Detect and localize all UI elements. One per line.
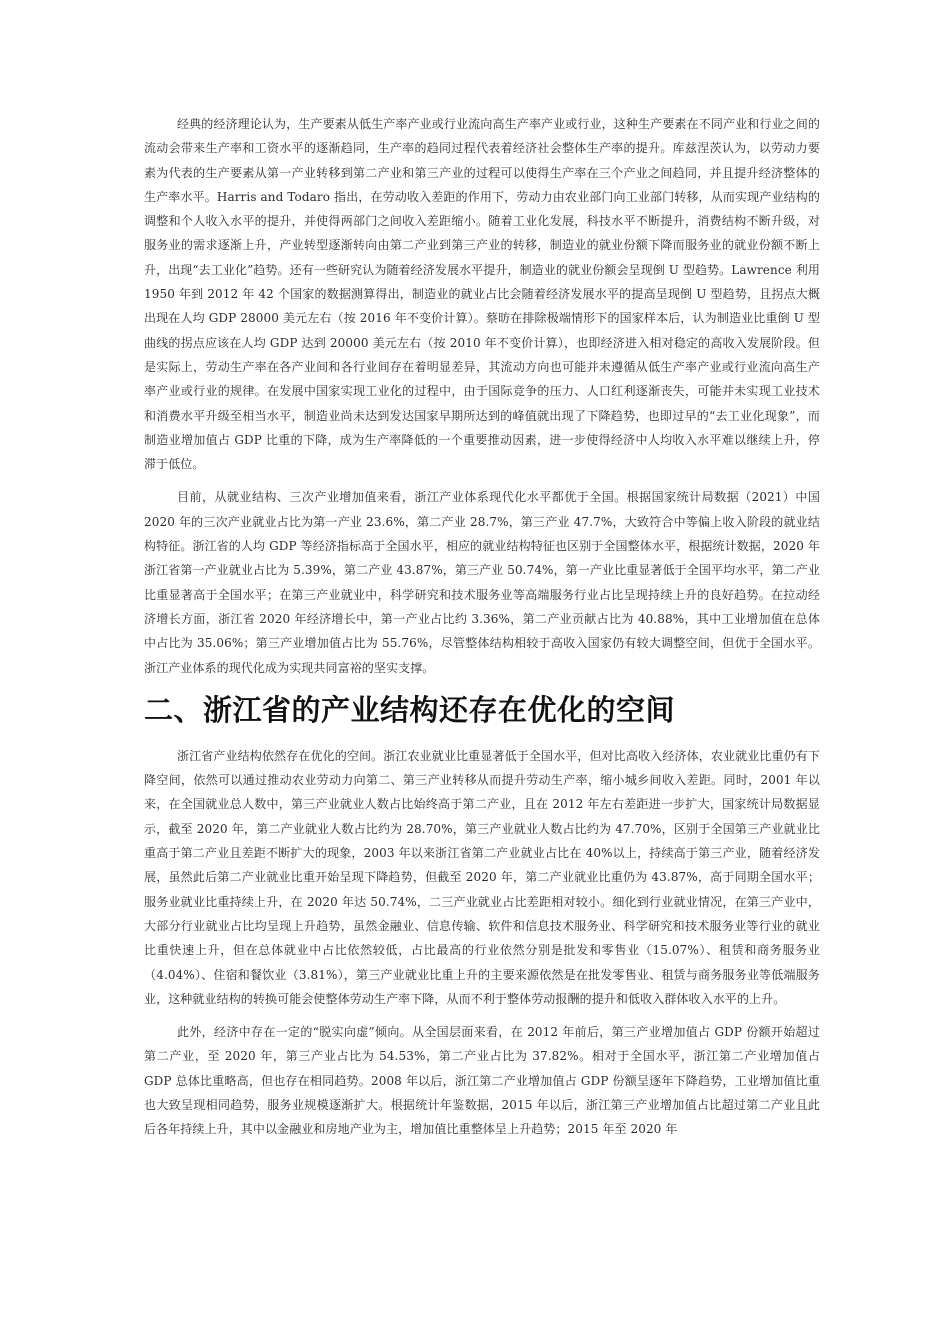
paragraph-virtual-economy: 此外，经济中存在一定的“脱实向虚”倾向。从全国层面来看，在 2012 年前后，第三产业增加值占 GDP 份额开始超过第二产业，至 2020 年，第三产业占比为 54.53%，第二产业占比为 37.82%。相对于全国水平，浙江第二产业增加值占 GDP 总体比重略高，但也存在相同趋势。2008 年以后，浙江第二产业增加值占 GDP 份额呈逐年下降趋势，工业增加值比重也大致呈现相同趋势，服务业规模逐渐扩大。根据统计年鉴数据，2015 年以后，浙江第三产业增加值占比超过第二产业且此后各年持续上升，其中以金融业和房地产业为主，增加值比重整体呈上升趋势；2015 年至 2020 年	[144, 1025, 820, 1137]
paragraph-optimization-space: 浙江省产业结构依然存在优化的空间。浙江农业就业比重显著低于全国水平，但对比高收入经济体，农业就业比重仍有下降空间，依然可以通过推动农业劳动力向第二、第三产业转移从而提升劳动生产率，缩小城乡间收入差距。同时，2001 年以来，在全国就业总人数中，第三产业就业人数占比始终高于第二产业，且在 2012 年左右差距进一步扩大，国家统计局数据显示，截至 2020 年，第二产业就业人数占比约为 28.70%，第三产业就业人数占比约为 47.70%，区别于全国第三产业就业比重高于第二产业且差距不断扩大的现象，2003 年以来浙江省第二产业就业占比在 40%以上，持续高于第三产业，随着经济发展，虽然此后第二产业就业比重开始呈现下降趋势，但截至 2020 年，第二产业就业比重仍为 43.87%，高于同期全国水平；服务业就业比重持续上升，在 2020 年达 50.74%，二三产业就业占比差距相对较小。细化到行业就业情况，在第三产业中，大部分行业就业占比均呈现上升趋势，虽然金融业、信息传输、软件和信息技术服务业、科学研究和技术服务业等行业的就业比重快速上升，但在总体就业中占比依然较低，占比最高的行业依然分别是批发和零售业（15.07%）、租赁和商务服务业（4.04%）、住宿和餐饮业（3.81%），第三产业就业比重上升的主要来源依然是在批发零售业、租赁与商务服务业等低端服务业，这种就业结构的转换可能会使整体劳动生产率下降，从而不利于整体劳动报酬的提升和低收入群体收入水平的上升。	[144, 748, 820, 1006]
document-page	[144, 112, 820, 1142]
paragraph-theory: 经典的经济理论认为，生产要素从低生产率产业或行业流向高生产率产业或行业，这种生产要素在不同产业和行业之间的流动会带来生产率和工资水平的逐渐趋同，生产率的趋同过程代表着经济社会整体生产率的提升。库兹涅茨认为，以劳动力要素为代表的生产要素从第一产业转移到第二产业和第三产业的过程可以使得生产率在三个产业之间趋同，并且提升经济整体的生产率水平。Harris and Todaro 指出，在劳动收入差距的作用下，劳动力由农业部门向工业部门转移，从而实现产业结构的调整和个人收入水平的提升，并使得两部门之间收入差距缩小。随着工业化发展，科技水平不断提升，消费结构不断升级，对服务业的需求逐渐上升，产业转型逐渐转向由第二产业到第三产业的转移，制造业的就业份额下降而服务业的就业份额不断上升，出现“去工业化”趋势。还有一些研究认为随着经济发展水平提升，制造业的就业份额会呈现倒 U 型趋势。Lawrence 利用 1950 年到 2012 年 42 个国家的数据测算得出，制造业的就业占比会随着经济发展水平的提高呈现倒 U 型趋势，且拐点大概出现在人均 GDP 28000 美元左右（按 2016 年不变价计算）。蔡昉在排除极端情形下的国家样本后，认为制造业比重倒 U 型曲线的拐点应该在人均 GDP 达到 20000 美元左右（按 2010 年不变价计算），也即经济进入相对稳定的高收入发展阶段。但是实际上，劳动生产率在各产业间和各行业间存在着明显差异，其流动方向也可能并未遵循从低生产率产业或行业流向高生产率产业或行业的规律。在发展中国家实现工业化的过程中，由于国际竞争的压力、人口红利逐渐丧失，可能并未实现工业技术和消费水平升级至相当水平，制造业尚未达到发达国家早期所达到的峰值就出现了下降趋势，也即过早的“去工业化现象”，而制造业增加值占 GDP 比重的下降，成为生产率降低的一个重要推动因素，进一步使得经济中人均收入水平难以继续上升，停滞于低位。	[144, 117, 820, 472]
paragraph-current-structure: 目前，从就业结构、三次产业增加值来看，浙江产业体系现代化水平都优于全国。根据国家统计局数据（2021）中国 2020 年的三次产业就业占比为第一产业 23.6%，第二产业 28.7%，第三产业 47.7%，大致符合中等偏上收入阶段的就业结构特征。浙江省的人均 GDP 等经济指标高于全国水平，相应的就业结构特征也区别于全国整体水平，根据统计数据，2020 年浙江省第一产业就业占比为 5.39%，第二产业 43.87%，第三产业 50.74%，第一产业比重显著低于全国平均水平，第二产业比重显著高于全国水平；在第三产业就业中，科学研究和技术服务业等高端服务行业占比呈现持续上升的良好趋势。在拉动经济增长方面，浙江省 2020 年经济增长中，第一产业占比约 3.36%，第二产业贡献占比为 40.88%，其中工业增加值在总体中占比为 35.06%；第三产业增加值占比为 55.76%，尽管整体结构相较于高收入国家仍有较大调整空间，但优于全国水平。浙江产业体系的现代化成为实现共同富裕的坚实支撑。	[144, 490, 820, 675]
section-heading: 二、浙江省的产业结构还存在优化的空间	[144, 692, 676, 727]
